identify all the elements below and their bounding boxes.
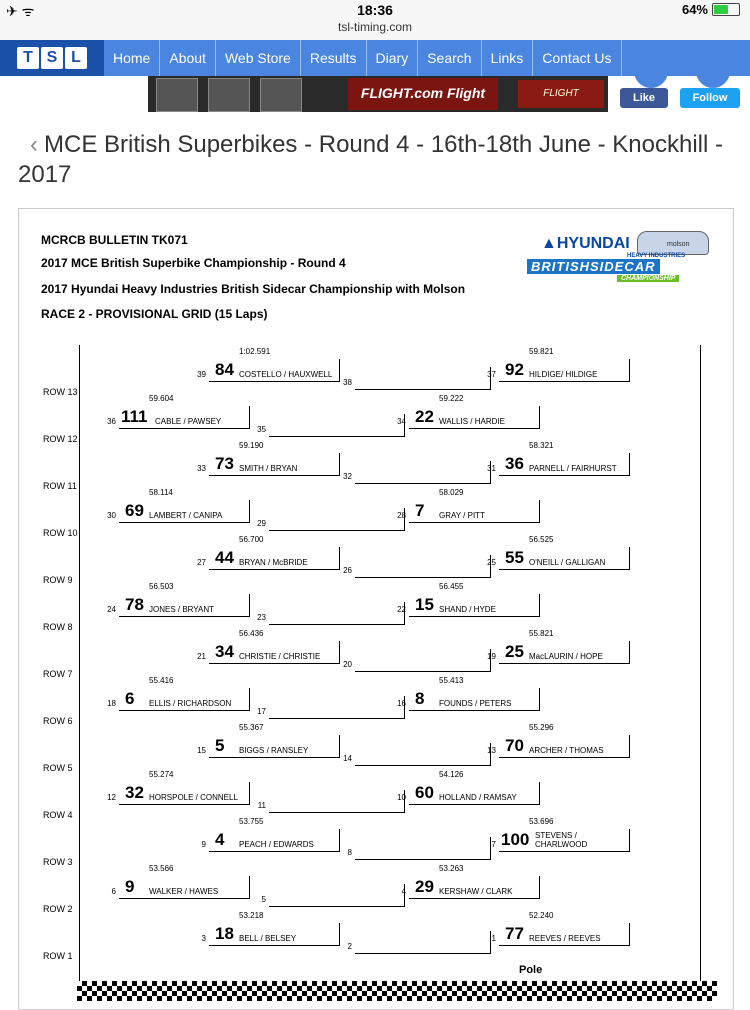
row-label: ROW 10 [43,528,78,538]
battery-percent: 64% [681,2,708,17]
grid-slot [397,582,540,617]
lap-time: 58.321 [529,441,554,450]
like-label: Like [632,92,655,104]
slot-position: 21 [197,652,206,661]
slot-position: 33 [197,464,206,473]
lap-time: 55.367 [239,723,264,732]
grid-slot [197,723,340,758]
grid-slot [197,347,340,382]
battery-icon [712,3,740,16]
row-label: ROW 12 [43,434,78,444]
rider-names: SHAND / HYDE [439,605,496,614]
grid-slot [343,555,491,578]
grid-slot [397,770,540,805]
nav-items [104,40,622,76]
rider-names: WALLIS / HARDIE [439,417,505,426]
grid-slot [491,817,630,852]
race-number: 25 [505,642,524,661]
url-bar[interactable]: tsl-timing.com [337,20,412,34]
rider-names: CABLE / PAWSEY [155,417,222,426]
row-label: ROW 1 [43,951,73,961]
race-number: 8 [415,689,425,708]
rider-names: BRYAN / McBRIDE [239,558,308,567]
race-number: 6 [125,689,135,708]
page-title [18,130,728,190]
rider-names: KERSHAW / CLARK [439,887,513,896]
slot-position: 36 [107,417,116,426]
slot-position: 27 [197,558,206,567]
status-bar [0,0,750,40]
back-chevron-icon[interactable]: ‹ [30,131,38,158]
logo-champ: CHAMPIONSHIP [617,275,679,282]
slot-position: 39 [197,370,206,379]
rider-names: PEACH / EDWARDS [239,840,314,849]
grid-slot [487,441,630,476]
grid-slot [397,488,540,523]
slot-position: 2 [347,942,352,951]
rider-names: MacLAURIN / HOPE [529,652,603,661]
lap-time: 52.240 [529,911,554,920]
race-number: 73 [215,454,234,473]
race-number: 32 [125,783,144,802]
grid-slot [111,864,250,899]
nav-contact-us[interactable]: Contact Us [533,40,621,76]
race-number: 18 [215,924,234,943]
slot-position: 13 [487,746,496,755]
bulletin-id: MCRCB BULLETIN TK071 [41,233,188,247]
rider-names: LAMBERT / CANIPA [149,511,223,520]
row-label: ROW 9 [43,575,73,585]
rider-names: HOLLAND / RAMSAY [439,793,517,802]
row-label: ROW 2 [43,904,73,914]
lap-time: 55.413 [439,676,464,685]
slot-position: 16 [397,699,406,708]
grid-slot [107,394,250,429]
page-title-text: MCE British Superbikes - Round 4 - 16th-18th June - Knockhill - 2017 [18,131,723,188]
grid-slot [257,602,405,625]
grid-slot [257,790,405,813]
race-number: 22 [415,407,434,426]
rider-names: HILDIGE/ HILDIGE [529,370,598,379]
slot-position: 1 [491,934,496,943]
lap-time: 55.821 [529,629,554,638]
follow-label: Follow [692,92,728,104]
race-number: 69 [125,501,144,520]
nav-results[interactable]: Results [301,40,367,76]
grid-slot [107,770,250,805]
lap-time: 53.696 [529,817,554,826]
nav-links[interactable]: Links [482,40,534,76]
ad-banner[interactable] [148,76,608,131]
slot-position: 30 [107,511,116,520]
lap-time: 55.296 [529,723,554,732]
grid-slot [107,488,250,523]
ad-equipment-image [208,78,250,112]
lap-time: 56.436 [239,629,264,638]
rider-names: FOUNDS / PETERS [439,699,512,708]
rider-names: STEVENS / CHARLWOOD [535,831,588,849]
slot-position: 6 [111,887,116,896]
bulletin-race: RACE 2 - PROVISIONAL GRID (15 Laps) [41,307,268,321]
status-time: 18:36 [357,2,393,18]
airplane-wifi-icon: ✈ ᯤ [6,3,35,19]
rider-names: REEVES / REEVES [529,934,601,943]
lap-time: 56.455 [439,582,464,591]
nav-home[interactable]: Home [104,40,160,76]
row-label: ROW 7 [43,669,73,679]
slot-position: 14 [343,754,352,763]
slot-position: 24 [107,605,116,614]
ad-side-logo: FLIGHT [518,80,604,108]
nav-about[interactable]: About [160,40,216,76]
rider-names: JONES / BRYANT [149,605,215,614]
grid-slot [397,676,540,711]
grid-slot [491,911,630,946]
rider-names: ELLIS / RICHARDSON [149,699,232,708]
lap-time: 53.566 [149,864,174,873]
row-label: ROW 11 [43,481,77,491]
slot-position: 10 [397,793,406,802]
slot-position: 4 [401,887,406,896]
slot-position: 31 [487,464,496,473]
race-number: 100 [501,830,530,849]
logo-letter: T [17,47,39,69]
rider-names: PARNELL / FAIRHURST [529,464,617,473]
slot-position: 15 [197,746,206,755]
rider-names: CHRISTIE / CHRISTIE [239,652,321,661]
nav-web-store[interactable]: Web Store [216,40,301,76]
slot-position: 5 [261,895,266,904]
logo-hhi: HEAVY INDUSTRIES [627,253,686,259]
grid-slot [197,441,340,476]
rider-names: HORSPOLE / CONNELL [149,793,238,802]
race-number: 4 [215,830,225,849]
grid-slot [201,817,340,852]
grid-slot [257,414,405,437]
grid-slot [487,723,630,758]
rider-names: WALKER / HAWES [149,887,219,896]
lap-time: 55.416 [149,676,174,685]
race-number: 34 [215,642,234,661]
lap-time: 56.700 [239,535,264,544]
race-number: 29 [415,877,434,896]
race-number: 70 [505,736,524,755]
grid-slot [487,629,630,664]
race-number: 92 [505,360,524,379]
lap-time: 1:02.591 [239,347,271,356]
social-circle-icon[interactable] [696,60,730,88]
checkered-flag [77,981,717,1001]
rider-names: COSTELLO / HAUXWELL [239,370,333,379]
grid-document [18,208,734,1010]
rider-names: BIGGS / RANSLEY [239,746,309,755]
race-number: 77 [505,924,524,943]
nav-diary[interactable]: Diary [367,40,419,76]
lap-time: 58.114 [149,488,173,497]
slot-position: 20 [343,660,352,669]
slot-position: 32 [343,472,352,481]
slot-position: 23 [257,613,266,622]
pole-label: Pole [519,964,543,976]
row-label: ROW 5 [43,763,73,773]
slot-position: 7 [491,840,496,849]
grid-slot [261,884,405,907]
facebook-like-button[interactable] [620,88,668,108]
grid-slot [347,837,491,860]
battery-status [682,2,740,17]
race-number: 78 [125,595,144,614]
slot-position: 25 [487,558,496,567]
slot-position: 28 [397,511,406,520]
slot-position: 3 [201,934,206,943]
race-number: 55 [505,548,524,567]
row-label: ROW 3 [43,857,73,867]
slot-position: 18 [107,699,116,708]
nav-search[interactable]: Search [418,40,481,76]
rider-names: BELL / BELSEY [239,934,297,943]
race-number: 111 [121,407,148,426]
slot-position: 22 [397,605,406,614]
grid-slot [197,629,340,664]
race-number: 15 [415,595,434,614]
lap-time: 53.755 [239,817,264,826]
lap-time: 59.190 [239,441,264,450]
rider-names: O'NEILL / GALLIGAN [529,558,606,567]
slot-position: 37 [487,370,496,379]
slot-position: 17 [257,707,266,716]
rider-names: SMITH / BRYAN [239,464,298,473]
lap-time: 55.274 [149,770,174,779]
race-number: 84 [215,360,234,379]
slot-position: 35 [257,425,266,434]
slot-position: 12 [107,793,116,802]
slot-position: 11 [257,801,266,810]
lap-time: 58.029 [439,488,464,497]
grid-slot [397,394,540,429]
rider-names: ARCHER / THOMAS [529,746,604,755]
lap-time: 54.126 [439,770,464,779]
grid-slot [257,508,405,531]
rider-names: GRAY / PITT [439,511,485,520]
ad-brand: FLIGHT.com Flight Cases [348,78,498,110]
grid-slot [487,535,630,570]
logo-hyundai: ▲HYUNDAI [541,235,630,252]
slot-position: 19 [487,652,496,661]
grid-slot [343,461,491,484]
race-number: 60 [415,783,434,802]
slot-position: 34 [397,417,406,426]
grid-slot [401,864,540,899]
lap-time: 59.222 [439,394,464,403]
slot-position: 8 [347,848,352,857]
logo-british: BRITISHSIDECAR [527,259,660,274]
ad-equipment-image [156,78,198,112]
logo-letter: S [41,47,63,69]
race-number: 44 [215,548,234,567]
battery-fill [714,5,728,14]
race-number: 5 [215,736,225,755]
race-number: 7 [415,501,425,520]
logo-letter: L [65,47,87,69]
row-label: ROW 13 [43,387,78,397]
twitter-follow-button[interactable] [680,88,740,108]
slot-position: 38 [343,378,352,387]
grid-slot [201,911,340,946]
bulletin-sidecar: 2017 Hyundai Heavy Industries British Sidecar Championship with Molson [41,282,466,296]
slot-position: 29 [257,519,266,528]
lap-time: 59.604 [149,394,174,403]
tsl-logo[interactable] [0,40,104,76]
slot-position: 26 [343,566,352,575]
sidecar-championship-logo [527,229,717,285]
grid-slot [343,743,491,766]
social-circle-icon[interactable] [634,60,668,88]
logo-molson: molson [667,241,690,248]
race-number: 9 [125,877,135,896]
row-label: ROW 6 [43,716,73,726]
lap-time: 56.503 [149,582,174,591]
grid-slot [107,676,250,711]
grid-slot [487,347,630,382]
grid-slot [343,649,491,672]
lap-time: 53.263 [439,864,464,873]
ad-equipment-image [260,78,302,112]
grid-slot [107,582,250,617]
row-label: ROW 4 [43,810,73,820]
race-number: 36 [505,454,524,473]
grid-slot [197,535,340,570]
bulletin-championship: 2017 MCE British Superbike Championship - Round 4 [41,256,346,270]
slot-position: 9 [201,840,206,849]
lap-time: 59.821 [529,347,554,356]
lap-time: 53.218 [239,911,264,920]
lap-time: 56.525 [529,535,554,544]
grid-slot [347,931,491,954]
grid-slot [257,696,405,719]
grid-slot [343,367,491,390]
row-label: ROW 8 [43,622,73,632]
